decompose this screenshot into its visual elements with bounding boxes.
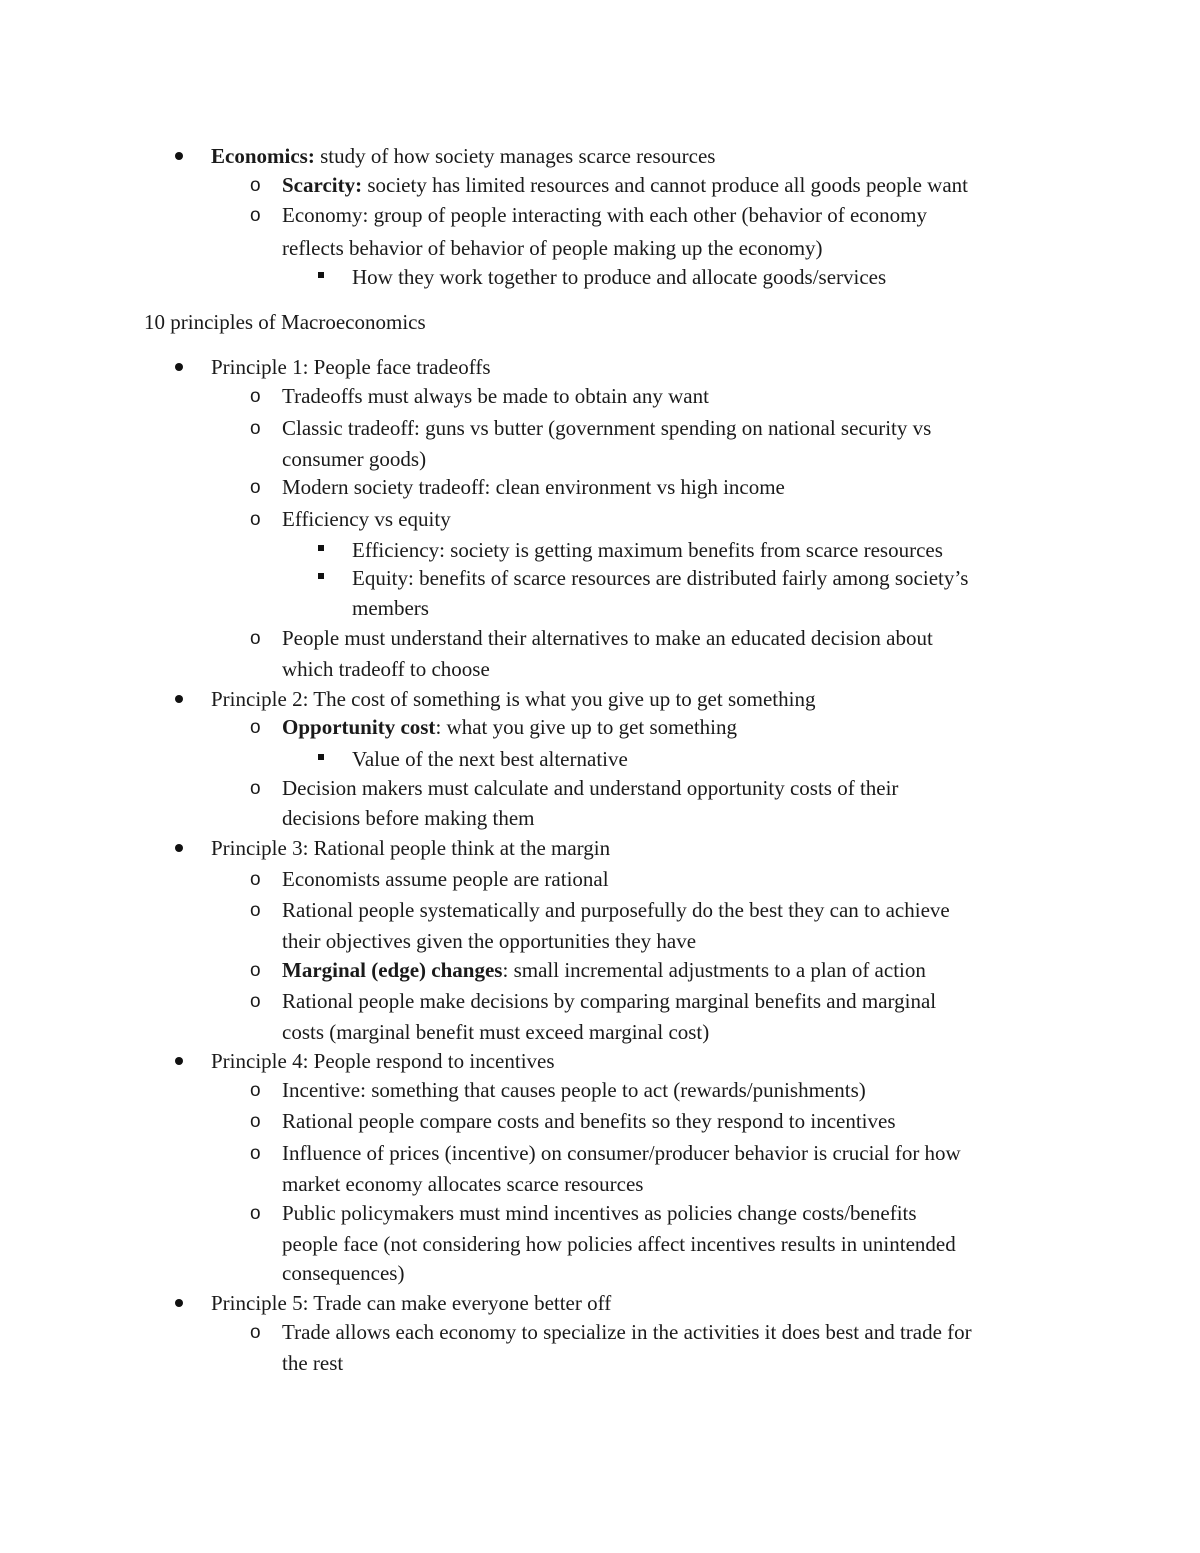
bullet-circle-icon: o: [250, 1080, 261, 1101]
note-line: Decision makers must calculate and understand opportunity costs of their: [282, 776, 899, 800]
note-line: consequences): [282, 1261, 405, 1285]
note-line: Modern society tradeoff: clean environment vs high income: [282, 475, 785, 499]
note-line: market economy allocates scarce resources: [282, 1172, 644, 1196]
bullet-circle-icon: o: [250, 900, 261, 921]
note-line: people face (not considering how policies affect incentives results in unintended: [282, 1232, 956, 1256]
bullet-disc-icon: [175, 363, 183, 371]
bullet-circle-icon: o: [250, 1203, 261, 1224]
bullet-disc-icon: [175, 1057, 183, 1065]
note-line: the rest: [282, 1351, 344, 1375]
note-line: Influence of prices (incentive) on consumer/producer behavior is crucial for how: [282, 1141, 961, 1165]
definition-economics: [211, 143, 715, 169]
bullet-circle-icon: o: [250, 386, 261, 407]
note-line: costs (marginal benefit must exceed marginal cost): [282, 1020, 710, 1044]
note-line: Tradeoffs must always be made to obtain any want: [282, 384, 709, 408]
bullet-circle-icon: o: [250, 628, 261, 649]
bullet-circle-icon: o: [250, 1322, 261, 1343]
bullet-square-icon: [318, 545, 324, 551]
note-line: Equity: benefits of scarce resources are distributed fairly among society’s: [352, 566, 969, 590]
note-line: reflects behavior of behavior of people making up the economy): [282, 236, 823, 260]
bullet-circle-icon: o: [250, 717, 261, 738]
term: Marginal (edge) changes: [282, 958, 503, 982]
note-line: Rational people systematically and purposefully do the best they can to achieve: [282, 898, 950, 922]
section-heading: 10 principles of Macroeconomics: [144, 310, 426, 334]
bullet-disc-icon: [175, 844, 183, 852]
bullet-disc-icon: [175, 1299, 183, 1307]
definition-text: study of how society manages scarce resources: [314, 144, 716, 168]
note-line: Value of the next best alternative: [352, 747, 628, 771]
bullet-circle-icon: o: [250, 477, 261, 498]
bullet-circle-icon: o: [250, 1111, 261, 1132]
principle-item: Principle 1: People face tradeoffs: [211, 355, 491, 379]
note-line: People must understand their alternatives to make an educated decision about: [282, 626, 933, 650]
definition-text: society has limited resources and cannot produce all goods people want: [362, 173, 968, 197]
note-line: How they work together to produce and allocate goods/services: [352, 265, 887, 289]
note-line: decisions before making them: [282, 806, 535, 830]
bullet-circle-icon: o: [250, 960, 261, 981]
note-line: Economists assume people are rational: [282, 867, 609, 891]
bullet-circle-icon: o: [250, 1143, 261, 1164]
bullet-square-icon: [318, 573, 324, 579]
definition-marginal-changes: [282, 957, 926, 983]
principle-item: Principle 5: Trade can make everyone better off: [211, 1291, 612, 1315]
bullet-square-icon: [318, 272, 324, 278]
bullet-circle-icon: o: [250, 778, 261, 799]
bullet-circle-icon: o: [250, 869, 261, 890]
term: Opportunity cost: [282, 715, 436, 739]
note-line: Economy: group of people interacting with each other (behavior of economy: [282, 203, 927, 227]
bullet-circle-icon: o: [250, 991, 261, 1012]
note-line: Incentive: something that causes people to act (rewards/punishments): [282, 1078, 866, 1102]
note-line: Rational people make decisions by comparing marginal benefits and marginal: [282, 989, 937, 1013]
note-line: Efficiency vs equity: [282, 507, 451, 531]
bullet-disc-icon: [175, 695, 183, 703]
note-line: Rational people compare costs and benefits so they respond to incentives: [282, 1109, 896, 1133]
definition-scarcity: [282, 172, 968, 198]
bullet-circle-icon: o: [250, 205, 261, 226]
term: Economics:: [211, 144, 315, 168]
note-line: consumer goods): [282, 447, 427, 471]
term: Scarcity:: [282, 173, 363, 197]
bullet-circle-icon: o: [250, 418, 261, 439]
note-line: Public policymakers must mind incentives as policies change costs/benefits: [282, 1201, 917, 1225]
note-line: Efficiency: society is getting maximum benefits from scarce resources: [352, 538, 943, 562]
bullet-circle-icon: o: [250, 509, 261, 530]
note-line: members: [352, 596, 429, 620]
note-line: Classic tradeoff: guns vs butter (government spending on national security vs: [282, 416, 932, 440]
bullet-disc-icon: [175, 152, 183, 160]
definition-text: : small incremental adjustments to a plan of action: [502, 958, 926, 982]
principle-item: Principle 3: Rational people think at the margin: [211, 836, 611, 860]
definition-text: : what you give up to get something: [435, 715, 737, 739]
bullet-square-icon: [318, 754, 324, 760]
bullet-circle-icon: o: [250, 175, 261, 196]
note-line: their objectives given the opportunities they have: [282, 929, 697, 953]
principle-item: Principle 4: People respond to incentives: [211, 1049, 555, 1073]
note-line: Trade allows each economy to specialize in the activities it does best and trade for: [282, 1320, 972, 1344]
principle-item: Principle 2: The cost of something is what you give up to get something: [211, 687, 816, 711]
note-line: which tradeoff to choose: [282, 657, 490, 681]
definition-opportunity-cost: [282, 714, 737, 740]
